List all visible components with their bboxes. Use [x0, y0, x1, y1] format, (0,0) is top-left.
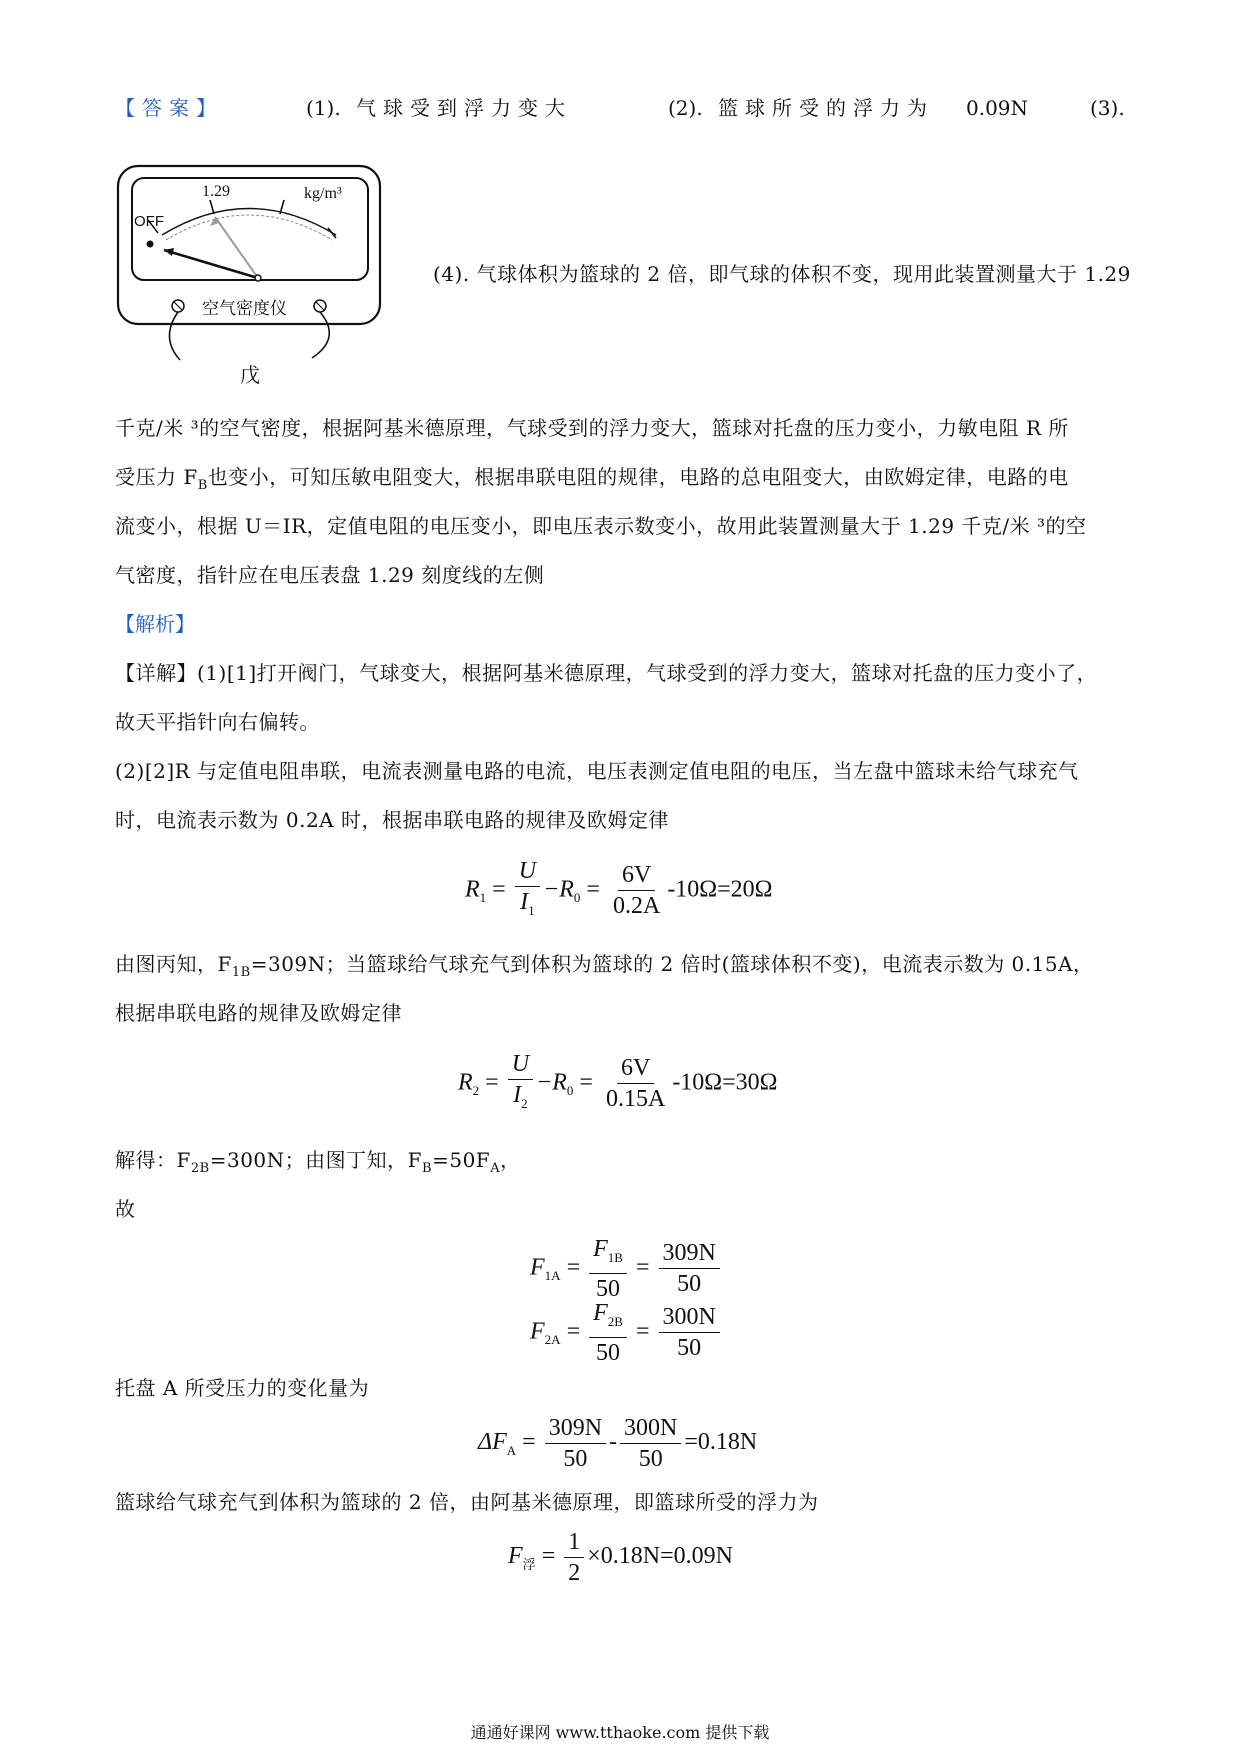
footer-source: 通通好课网 www.tthaoke.com 提供下载 — [470, 1723, 770, 1742]
part4-line2: 千克/米 ³的空气密度，根据阿基米德原理，气球受到的浮力变大，篮球对托盘的压力变小，力敏电阻 R 所 — [115, 416, 1069, 440]
meter-value-label: 1.29 — [202, 183, 230, 200]
detail-line5: 由图丙知，$F_{1B}=309N$；当篮球给气球充气到体积为篮球的 2 倍时(篮球体积不变)，电流表示数为 0.15A， — [115, 952, 1094, 980]
equation-r1: $R_1$ = $\frac{U}{I_1}$ $-R_0$ = $\frac{6V}{0.2A}$ -10Ω=20Ω — [465, 858, 773, 920]
detail-line8: 故 — [115, 1197, 136, 1221]
air-density-meter-figure — [112, 160, 392, 400]
meter-unit-label: kg/m³ — [304, 185, 342, 202]
equation-delta-fa: $\Delta F_A$ = $\frac{309N}{50}$ - $\frac{300N}{50}$ =0.18N — [478, 1415, 758, 1472]
meter-device-label: 空气密度仪 — [202, 299, 287, 319]
detail-line7: 解得：$F_{2B}=300N$；由图丁知，$F_B=50F_A$， — [115, 1148, 521, 1176]
meter-off-label: OFF — [134, 213, 164, 230]
figure-label: 戊 — [240, 363, 260, 387]
equation-buoyancy: $F_浮$ = $\frac{1}{2}$ ×0.18N=0.09N — [508, 1529, 733, 1586]
part4-line4: 流变小，根据 U＝IR，定值电阻的电压变小，即电压表示数变小，故用此装置测量大于 1.29 千克/米 ³的空 — [115, 514, 1087, 538]
analysis-label: 【解析】 — [115, 612, 195, 636]
equation-f1a: $F_{1A}$ = $\frac{F_{1B}}{50}$ = $\frac{309N}{50}$ — [530, 1234, 723, 1304]
answer-part2-number: (2). — [668, 96, 703, 120]
detail-line10: 篮球给气球充气到体积为篮球的 2 倍，由阿基米德原理，即篮球所受的浮力为 — [115, 1490, 819, 1514]
detail-line9: 托盘 A 所受压力的变化量为 — [115, 1376, 370, 1400]
answer-part2-value: 0.09N — [966, 96, 1029, 120]
equation-f2a: $F_{2A}$ = $\frac{F_{2B}}{50}$ = $\frac{300N}{50}$ — [530, 1298, 723, 1368]
part4-line1: (4). 气球体积为篮球的 2 倍，即气球的体积不变，现用此装置测量大于 1.29 — [433, 262, 1131, 286]
answer-part3-number: (3). — [1090, 96, 1125, 120]
answer-part1-number: (1). — [306, 96, 341, 120]
detail-line1: 【详解】(1)[1]打开阀门，气球变大，根据阿基米德原理，气球受到的浮力变大，篮球对托盘的压力变小了， — [115, 661, 1098, 685]
part4-line5: 气密度，指针应在电压表盘 1.29 刻度线的左侧 — [115, 563, 545, 587]
answer-part1-text: 气球受到浮力变大 — [356, 96, 572, 120]
detail-line3: (2)[2]R 与定值电阻串联，电流表测量电路的电流，电压表测定值电阻的电压，当左盘中篮球未给气球充气 — [115, 759, 1079, 783]
detail-line6: 根据串联电路的规律及欧姆定律 — [115, 1001, 402, 1025]
part4-line3: 受压力 $F_B$也变小，可知压敏电阻变大，根据串联电阻的规律，电路的总电阻变大，由欧姆定律，电路的电 — [115, 465, 1069, 493]
answer-label: 【答案】 — [115, 96, 223, 120]
detail-line4: 时，电流表示数为 0.2A 时，根据串联电路的规律及欧姆定律 — [115, 808, 669, 832]
answer-part2-text: 篮球所受的浮力为 — [718, 96, 934, 120]
detail-line2: 故天平指针向右偏转。 — [115, 710, 320, 734]
equation-r2: $R_2$ = $\frac{U}{I_2}$ $-R_0$ = $\frac{6V}{0.15A}$ -10Ω=30Ω — [458, 1051, 778, 1113]
